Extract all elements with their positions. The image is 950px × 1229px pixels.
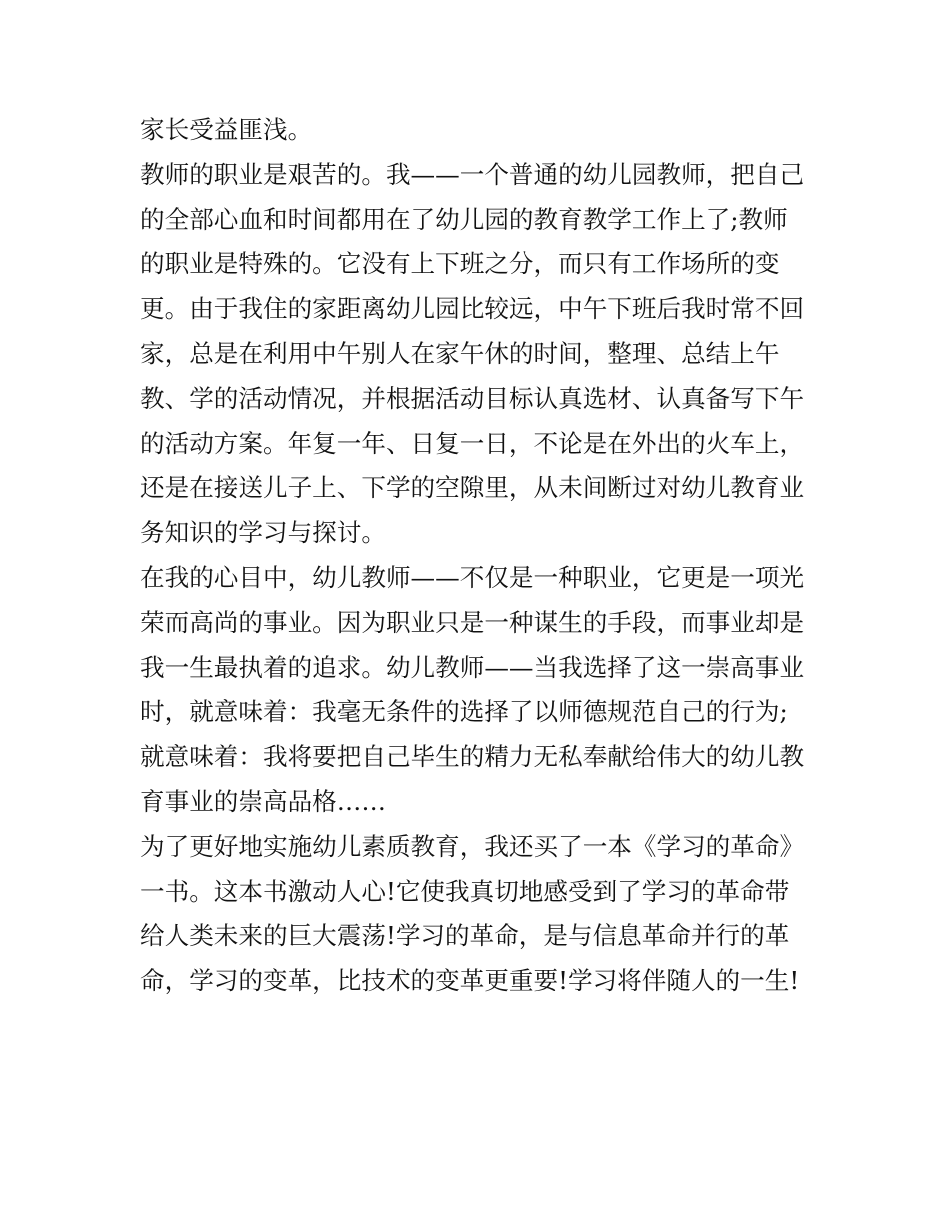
text-line: 在我的心目中，幼儿教师——不仅是一种职业，它更是一项光 xyxy=(140,562,805,592)
text-line: 我一生最执着的追求。幼儿教师——当我选择了这一崇高事业 xyxy=(140,652,805,682)
text-line: 务知识的学习与探讨。 xyxy=(140,518,386,548)
text-line: 家，总是在利用中午别人在家午休的时间，整理、总结上午 xyxy=(140,338,780,368)
text-line: 的职业是特殊的。它没有上下班之分，而只有工作场所的变 xyxy=(140,249,780,279)
text-line: 的全部心血和时间都用在了幼儿园的教育教学工作上了;教师 xyxy=(140,204,788,234)
text-line: 一书。这本书激动人心!它使我真切地感受到了学习的革命带 xyxy=(140,876,790,906)
text-line: 家长受益匪浅。 xyxy=(140,115,313,144)
body-text xyxy=(140,108,820,1004)
text-line: 更。由于我住的家距离幼儿园比较远，中午下班后我时常不回 xyxy=(140,294,805,324)
text-line: 教师的职业是艰苦的。我——一个普通的幼儿园教师，把自己 xyxy=(140,159,805,189)
text-line: 就意味着：我将要把自己毕生的精力无私奉献给伟大的幼儿教 xyxy=(140,742,805,772)
text-line: 教、学的活动情况，并根据活动目标认真选材、认真备写下午 xyxy=(140,383,805,413)
text-line: 的活动方案。年复一年、日复一日，不论是在外出的火车上， xyxy=(140,428,805,458)
text-line: 为了更好地实施幼儿素质教育，我还买了一本《学习的革命》 xyxy=(140,831,805,861)
text-line: 荣而高尚的事业。因为职业只是一种谋生的手段，而事业却是 xyxy=(140,607,805,637)
text-line: 育事业的崇高品格…… xyxy=(140,786,386,816)
text-line: 时，就意味着：我毫无条件的选择了以师德规范自己的行为; xyxy=(140,697,788,727)
text-line: 给人类未来的巨大震荡!学习的革命，是与信息革命并行的革 xyxy=(140,921,790,951)
text-line: 还是在接送儿子上、下学的空隙里，从未间断过对幼儿教育业 xyxy=(140,473,805,503)
text-line: 命，学习的变革，比技术的变革更重要!学习将伴随人的一生! xyxy=(140,966,800,996)
